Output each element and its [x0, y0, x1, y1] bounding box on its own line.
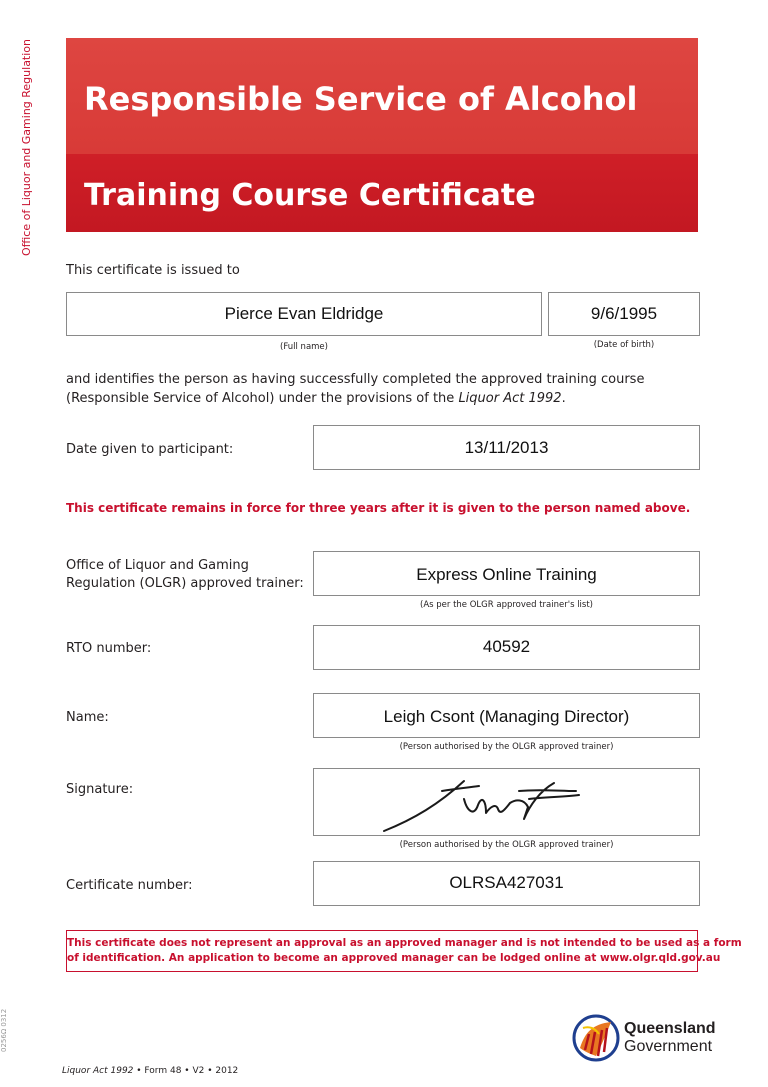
date-given-label: Date given to participant:	[66, 442, 234, 457]
full-name-caption: (Full name)	[280, 342, 328, 352]
footer-form-info: Liquor Act 1992 • Form 48 • V2 • 2012	[62, 1066, 239, 1076]
rto-label: RTO number:	[66, 641, 152, 656]
signature-box	[313, 768, 700, 836]
logo-line-1: Queensland	[624, 1020, 716, 1037]
form-code-vertical: 0256Ω 0312	[0, 1008, 8, 1052]
date-given-box	[313, 425, 700, 470]
trainer-value: Express Online Training	[416, 565, 597, 584]
disclaimer-line-2: of identification. An application to become an approved manager can be lodged online at www.olgr.qld.gov.au	[67, 952, 721, 964]
rto-box	[313, 625, 700, 670]
full-name-box	[66, 292, 542, 336]
signature-label: Signature:	[66, 782, 134, 797]
statement-line-2: (Responsible Service of Alcohol) under the provisions of the Liquor Act 1992.	[66, 391, 566, 406]
trainer-label-line-2: Regulation (OLGR) approved trainer:	[66, 576, 304, 591]
trainer-caption: (As per the OLGR approved trainer's list)	[420, 600, 593, 610]
authorised-name-value: Leigh Csont (Managing Director)	[383, 707, 630, 726]
authorised-name-box	[313, 693, 700, 738]
logo-line-2: Government	[624, 1038, 713, 1055]
issued-to-intro: This certificate is issued to	[66, 263, 240, 278]
trainer-label-line-1: Office of Liquor and Gaming	[66, 558, 249, 573]
trainer-box	[313, 551, 700, 596]
authorised-name-caption: (Person authorised by the OLGR approved trainer)	[399, 742, 614, 752]
certificate-title: Responsible Service of Alcohol	[84, 80, 638, 118]
dob-caption: (Date of birth)	[593, 340, 655, 350]
statement-line-1: and identifies the person as having successfully completed the approved training course	[66, 372, 645, 387]
certificate-number-box	[313, 861, 700, 906]
signature-scribble	[314, 769, 699, 835]
date-given-value: 13/11/2013	[464, 438, 549, 457]
certificate-number-label: Certificate number:	[66, 878, 193, 893]
certificate-number-value: OLRSA427031	[449, 873, 564, 892]
dob-box	[548, 292, 700, 336]
signature-caption: (Person authorised by the OLGR approved trainer)	[399, 840, 614, 850]
certificate-subtitle: Training Course Certificate	[84, 178, 536, 213]
agency-vertical-label: Office of Liquor and Gaming Regulation	[20, 38, 33, 256]
dob-value: 9/6/1995	[590, 304, 658, 323]
disclaimer-box	[66, 930, 742, 972]
full-name-value: Pierce Evan Eldridge	[224, 304, 384, 323]
authorised-name-label: Name:	[66, 710, 109, 725]
liquor-act-reference: Liquor Act 1992	[458, 391, 562, 406]
validity-notice: This certificate remains in force for three years after it is given to the person named above.	[66, 501, 691, 515]
rto-value: 40592	[482, 637, 531, 656]
queensland-crest-icon	[571, 1014, 621, 1062]
disclaimer-line-1: This certificate does not represent an approval as an approved manager and is not intended to be used as a form	[67, 937, 742, 949]
